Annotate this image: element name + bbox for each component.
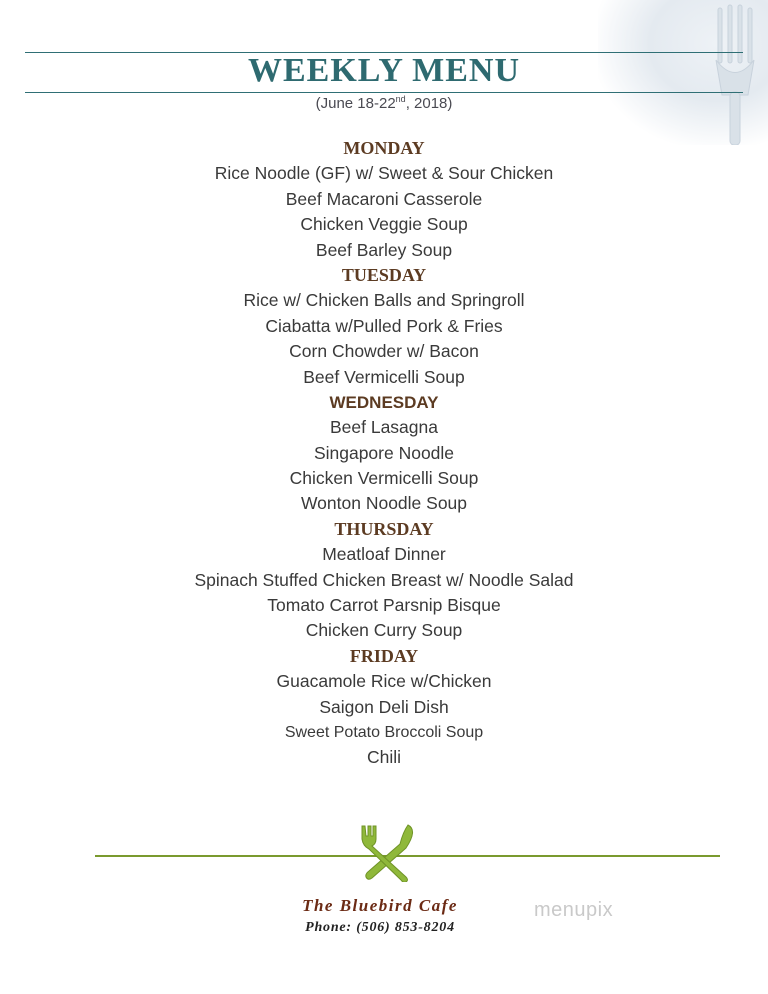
menu-item: Chicken Curry Soup — [305, 620, 463, 641]
menu-item: Saigon Deli Dish — [319, 696, 449, 717]
menu-item: Corn Chowder w/ Bacon — [289, 341, 479, 362]
day-heading-wednesday: WEDNESDAY — [329, 392, 439, 412]
date-suffix-sup: nd — [395, 94, 406, 104]
day-heading-thursday: THURSDAY — [334, 518, 434, 539]
date-range-start: (June 18-22 — [315, 95, 396, 112]
date-range-year: , 2018) — [405, 95, 453, 112]
menu-item: Tomato Carrot Parsnip Bisque — [267, 595, 501, 616]
menu-item: Rice w/ Chicken Balls and Springroll — [243, 290, 525, 311]
menu-item: Beef Vermicelli Soup — [303, 366, 465, 387]
menu-item: Spinach Stuffed Chicken Breast w/ Noodle Salad — [194, 569, 574, 590]
watermark: menupix — [534, 899, 614, 921]
menu-item: Wonton Noodle Soup — [300, 493, 468, 514]
menu-item: Rice Noodle (GF) w/ Sweet & Sour Chicken — [214, 163, 554, 184]
cafe-phone: Phone: (506) 853-8204 — [305, 920, 455, 935]
menu-item: Beef Barley Soup — [315, 239, 453, 260]
menu-item: Chili — [366, 747, 402, 768]
day-heading-friday: FRIDAY — [349, 645, 419, 666]
menu-item: Chicken Vermicelli Soup — [289, 468, 479, 489]
header-rule-bottom — [25, 92, 743, 93]
menu-item: Meatloaf Dinner — [322, 544, 446, 565]
menu-item: Singapore Noodle — [313, 442, 455, 463]
menu-item: Chicken Veggie Soup — [300, 214, 468, 235]
fork-knife-icon — [356, 822, 422, 882]
menu-item: Ciabatta w/Pulled Pork & Fries — [265, 315, 503, 336]
date-range — [0, 94, 768, 112]
day-heading-monday: MONDAY — [343, 138, 425, 158]
day-heading-tuesday: TUESDAY — [341, 264, 427, 285]
cafe-name: The Bluebird Cafe — [302, 896, 458, 915]
menu-item: Sweet Potato Broccoli Soup — [284, 723, 484, 741]
weekly-menu — [0, 136, 768, 771]
page-title: WEEKLY MENU — [247, 52, 521, 89]
menu-item: Beef Macaroni Casserole — [285, 188, 483, 209]
menu-item: Beef Lasagna — [329, 417, 438, 438]
menu-item: Guacamole Rice w/Chicken — [276, 671, 492, 692]
